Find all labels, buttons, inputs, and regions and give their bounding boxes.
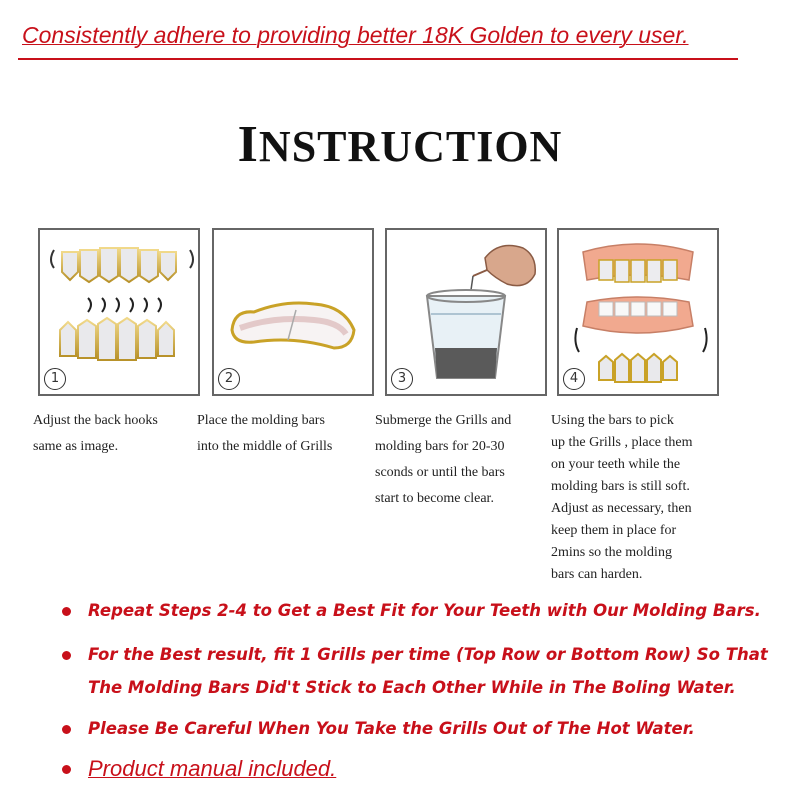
bullet-icon — [62, 765, 71, 774]
grill-bottom-icon — [599, 354, 677, 382]
step-2-image — [212, 228, 374, 396]
tagline: Consistently adhere to providing better 18K Golden to every user. — [22, 22, 689, 48]
note-text: Please Be Careful When You Take the Grills Out of The Hot Water. — [88, 719, 695, 738]
denture-icon — [583, 244, 693, 333]
water-glass-icon — [427, 290, 505, 378]
curved-arrow-icon — [88, 298, 161, 312]
title-first-letter: I — [237, 116, 259, 173]
step-1-caption: Adjust the back hooks same as image. — [33, 413, 158, 454]
molding-bar-icon — [232, 303, 354, 348]
step-3-number: 3 — [391, 368, 413, 390]
bullet-icon — [62, 651, 71, 660]
hand-icon — [471, 246, 535, 290]
bullet-icon — [62, 725, 71, 734]
water-glass-illustration — [387, 230, 545, 394]
title-rest: NSTRUCTION — [258, 122, 563, 171]
step-2-caption: Place the molding bars into the middle of Grills — [197, 413, 333, 454]
page-title — [0, 115, 800, 174]
note-text-line2: The Molding Bars Did't Stick to Each Other While in The Boling Water. — [88, 678, 736, 697]
step-4-image — [557, 228, 719, 396]
grill-bottom-icon — [60, 318, 174, 360]
note-text: For the Best result, fit 1 Grills per time (Top Row or Bottom Row) So That — [88, 645, 768, 664]
tagline-underline — [18, 58, 738, 60]
molding-bar-illustration — [214, 230, 372, 394]
step-1-image — [38, 228, 200, 396]
step-3-image — [385, 228, 547, 396]
step-4-caption: Using the bars to pick up the Grills , place them on your teeth while the molding bars is still soft. Adjust as necessary, then keep them in place for 2mins so the molding bars can harden. — [551, 413, 693, 582]
step-4-number: 4 — [563, 368, 585, 390]
grill-top-icon — [51, 248, 193, 282]
note-text: Product manual included. — [88, 756, 337, 781]
note-text: Repeat Steps 2-4 to Get a Best Fit for Your Teeth with Our Molding Bars. — [88, 601, 761, 620]
step-1-number: 1 — [44, 368, 66, 390]
denture-illustration — [559, 230, 717, 394]
bullet-icon — [62, 607, 71, 616]
step-2-number: 2 — [218, 368, 240, 390]
step-3-caption: Submerge the Grills and molding bars for 20-30 sconds or until the bars start to become clear. — [375, 413, 512, 506]
grills-adjust-illustration — [40, 230, 198, 394]
